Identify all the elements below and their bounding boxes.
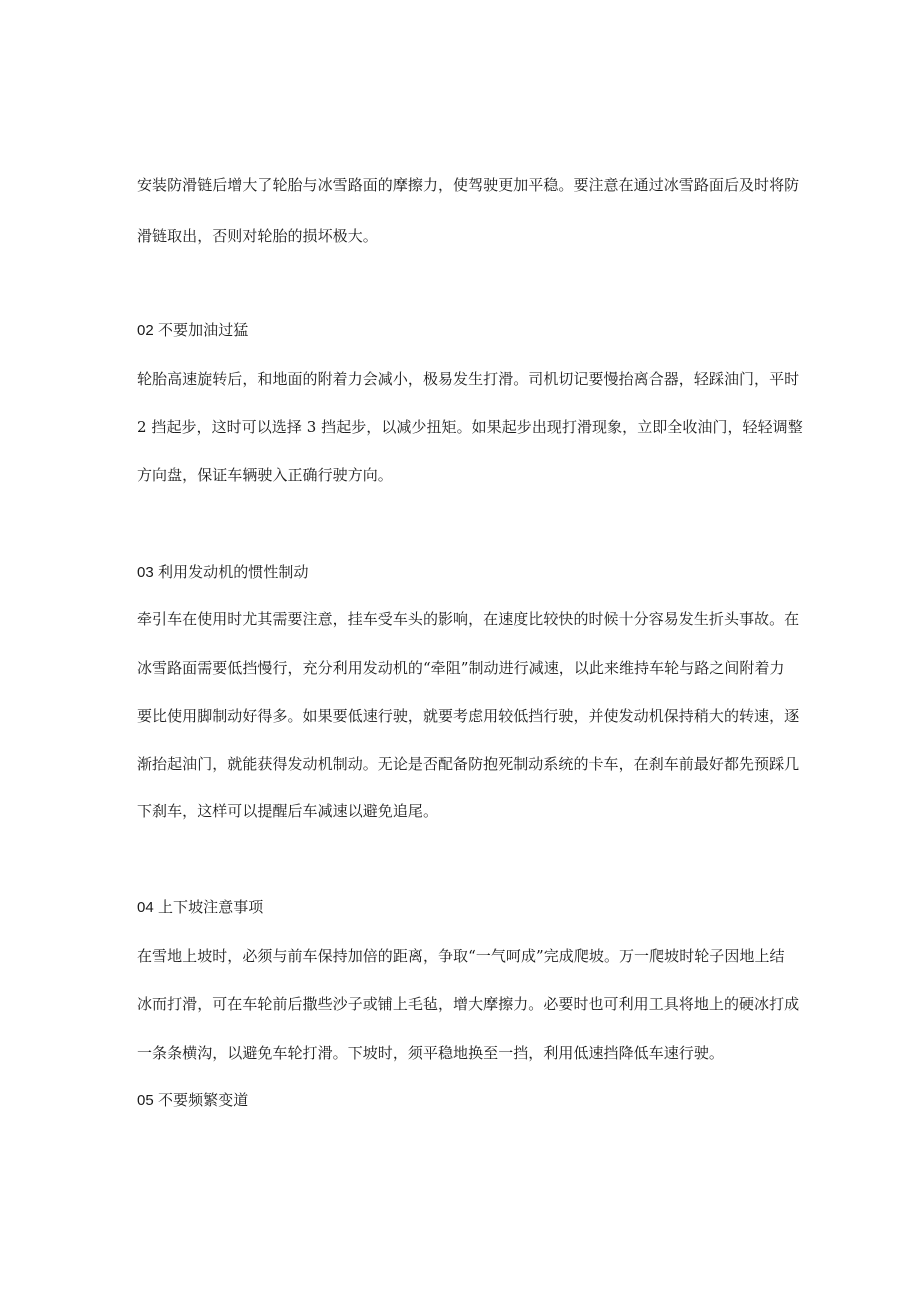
paragraph-line: 渐抬起油门，就能获得发动机制动。无论是否配备防抱死制动系统的卡车，在刹车前最好都先预踩几 [137,755,800,773]
paragraph-line: 冰而打滑，可在车轮前后撒些沙子或铺上毛毡，增大摩擦力。必要时也可利用工具将地上的硬冰打成 [137,995,800,1013]
paragraph-line: 2 挡起步，这时可以选择 3 挡起步，以减少扭矩。如果起步出现打滑现象，立即全收油门，轻轻调整 [137,418,803,436]
paragraph-line: 滑链取出，否则对轮胎的损坏极大。 [137,227,378,245]
paragraph-line: 要比使用脚制动好得多。如果要低速行驶，就要考虑用较低挡行驶，并使发动机保持稍大的转速，逐 [137,707,800,725]
paragraph-line: 轮胎高速旋转后，和地面的附着力会减小，极易发生打滑。司机切记要慢抬离合器，轻踩油门，平时 [137,370,800,388]
paragraph-line: 牵引车在使用时尤其需要注意，挂车受车头的影响，在速度比较快的时候十分容易发生折头事故。在 [137,610,800,628]
paragraph-line: 方向盘，保证车辆驶入正确行驶方向。 [137,466,393,484]
section-heading-02: 02 不要加油过猛 [137,322,249,339]
section-heading-05: 05 不要频繁变道 [137,1092,249,1109]
paragraph-line: 在雪地上坡时，必须与前车保持加倍的距离，争取“一气呵成”完成爬坡。万一爬坡时轮子因地上结 [137,947,785,965]
paragraph-line: 冰雪路面需要低挡慢行，充分利用发动机的“牵阻”制动进行减速，以此来维持车轮与路之间附着力 [137,659,785,677]
paragraph-line: 安装防滑链后增大了轮胎与冰雪路面的摩擦力，使驾驶更加平稳。要注意在通过冰雪路面后及时将防 [137,176,800,194]
section-heading-03: 03 利用发动机的惯性制动 [137,564,309,581]
paragraph-line: 下刹车，这样可以提醒后车减速以避免追尾。 [137,802,439,820]
section-heading-04: 04 上下坡注意事项 [137,899,264,916]
paragraph-line: 一条条横沟，以避免车轮打滑。下坡时，须平稳地换至一挡，利用低速挡降低车速行驶。 [137,1044,724,1062]
